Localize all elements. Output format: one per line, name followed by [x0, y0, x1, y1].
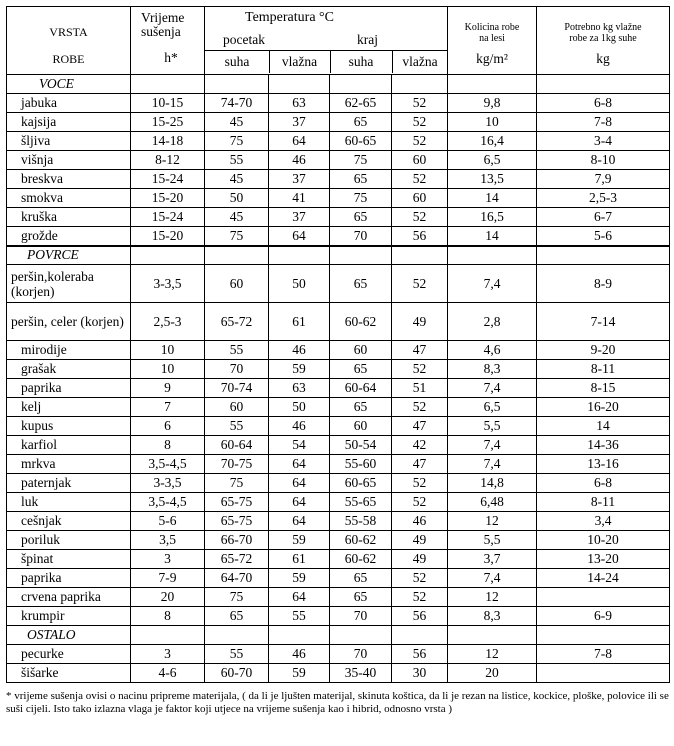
header-vrsta: VRSTA	[49, 25, 88, 39]
cell-potrebno-kg: 14-36	[537, 436, 670, 455]
cell-pocetak-vlazna: 37	[269, 170, 330, 189]
cell-kraj-vlazna: 56	[392, 645, 448, 664]
header-vlazna-2: vlažna	[402, 54, 438, 69]
cell-kraj-suha: 55-60	[330, 455, 392, 474]
cell-pocetak-suha: 64-70	[205, 569, 269, 588]
empty-cell	[448, 246, 537, 265]
table-row	[7, 664, 670, 683]
cell-kraj-suha: 60-65	[330, 132, 392, 151]
header-suha-2: suha	[348, 54, 374, 69]
header-vrsta-robe	[7, 7, 131, 75]
cell-vrsta-robe: šišarke	[7, 664, 131, 683]
cell-vrsta-robe: kelj	[7, 398, 131, 417]
cell-kraj-suha: 65	[330, 113, 392, 132]
cell-vrsta-robe: karfiol	[7, 436, 131, 455]
cell-kraj-vlazna: 30	[392, 664, 448, 683]
cell-kolicina-robe: 14,8	[448, 474, 537, 493]
table-row	[7, 436, 670, 455]
table-row	[7, 151, 670, 170]
cell-potrebno-kg	[537, 664, 670, 683]
cell-vrsta-robe: kupus	[7, 417, 131, 436]
table-row	[7, 474, 670, 493]
cell-kraj-suha: 70	[330, 645, 392, 664]
empty-cell	[269, 626, 330, 645]
cell-kraj-vlazna: 52	[392, 132, 448, 151]
cell-vrsta-robe: kruška	[7, 208, 131, 227]
cell-kolicina-robe: 6,48	[448, 493, 537, 512]
cell-kraj-vlazna: 52	[392, 265, 448, 303]
cell-potrebno-kg: 7-14	[537, 303, 670, 341]
header-potrebno-l2: robe za 1kg suhe	[569, 33, 637, 44]
cell-pocetak-suha: 50	[205, 189, 269, 208]
cell-kraj-suha: 70	[330, 227, 392, 246]
cell-potrebno-kg: 6-8	[537, 94, 670, 113]
cell-vrijeme-susenja: 4-6	[131, 664, 205, 683]
cell-potrebno-kg: 5-6	[537, 227, 670, 246]
cell-kraj-suha: 65	[330, 208, 392, 227]
header-row	[7, 7, 670, 75]
cell-vrijeme-susenja: 9	[131, 379, 205, 398]
cell-vrsta-robe: paprika	[7, 379, 131, 398]
cell-vrijeme-susenja: 15-20	[131, 227, 205, 246]
cell-kraj-suha: 70	[330, 607, 392, 626]
cell-kraj-vlazna: 49	[392, 303, 448, 341]
table-row	[7, 398, 670, 417]
empty-cell	[131, 246, 205, 265]
cell-vrijeme-susenja: 10-15	[131, 94, 205, 113]
table-row	[7, 379, 670, 398]
cell-pocetak-vlazna: 64	[269, 588, 330, 607]
cell-potrebno-kg	[537, 588, 670, 607]
cell-kraj-suha: 60-62	[330, 550, 392, 569]
cell-kraj-suha: 60-62	[330, 531, 392, 550]
footnote: * vrijeme sušenja ovisi o nacinu pripreme materijala, ( da li je ljušten materijal, skinuta koštica, da li je rezan na listice, kockice, ploške, polovice ili se suši cijeli. Isto tako izlazna vlaga je faktor koji utjece na vrijeme sušenja kao i hibrid, odnosno vrsta )	[6, 690, 669, 715]
cell-vrijeme-susenja: 8-12	[131, 151, 205, 170]
empty-cell	[392, 246, 448, 265]
empty-cell	[448, 75, 537, 94]
table-row	[7, 189, 670, 208]
cell-pocetak-vlazna: 55	[269, 607, 330, 626]
header-kolicina-l2: na lesi	[479, 33, 505, 44]
cell-vrsta-robe: pecurke	[7, 645, 131, 664]
cell-pocetak-suha: 60	[205, 265, 269, 303]
empty-cell	[205, 626, 269, 645]
header-vlazna-1: vlažna	[281, 54, 318, 69]
cell-kolicina-robe: 14	[448, 189, 537, 208]
cell-potrebno-kg: 6-7	[537, 208, 670, 227]
cell-pocetak-suha: 70-75	[205, 455, 269, 474]
cell-kolicina-robe: 7,4	[448, 436, 537, 455]
cell-pocetak-vlazna: 64	[269, 493, 330, 512]
cell-pocetak-suha: 55	[205, 341, 269, 360]
cell-pocetak-vlazna: 37	[269, 208, 330, 227]
cell-kraj-vlazna: 52	[392, 360, 448, 379]
table-row	[7, 170, 670, 189]
table-row	[7, 341, 670, 360]
cell-pocetak-vlazna: 64	[269, 455, 330, 474]
cell-kraj-suha: 55-58	[330, 512, 392, 531]
cell-pocetak-vlazna: 59	[269, 664, 330, 683]
section-title: OSTALO	[7, 626, 131, 645]
header-robe: ROBE	[52, 52, 85, 66]
cell-potrebno-kg: 3-4	[537, 132, 670, 151]
cell-pocetak-suha: 75	[205, 227, 269, 246]
header-kolicina	[448, 7, 537, 75]
cell-potrebno-kg: 14	[537, 417, 670, 436]
cell-vrsta-robe: kajsija	[7, 113, 131, 132]
cell-vrijeme-susenja: 3,5-4,5	[131, 493, 205, 512]
table-row	[7, 455, 670, 474]
cell-kraj-vlazna: 56	[392, 227, 448, 246]
cell-pocetak-vlazna: 54	[269, 436, 330, 455]
cell-potrebno-kg: 6-9	[537, 607, 670, 626]
cell-vrijeme-susenja: 8	[131, 436, 205, 455]
table-row	[7, 227, 670, 246]
cell-pocetak-vlazna: 61	[269, 550, 330, 569]
cell-pocetak-suha: 70	[205, 360, 269, 379]
cell-pocetak-suha: 65-72	[205, 550, 269, 569]
cell-pocetak-suha: 75	[205, 588, 269, 607]
cell-vrsta-robe: špinat	[7, 550, 131, 569]
empty-cell	[537, 75, 670, 94]
cell-pocetak-suha: 55	[205, 151, 269, 170]
header-pocetak: pocetak	[223, 32, 265, 47]
table-row	[7, 417, 670, 436]
cell-kraj-vlazna: 52	[392, 493, 448, 512]
section-title: VOCE	[7, 75, 131, 94]
cell-kolicina-robe: 6,5	[448, 398, 537, 417]
cell-potrebno-kg: 8-11	[537, 360, 670, 379]
cell-vrsta-robe: mrkva	[7, 455, 131, 474]
cell-kraj-vlazna: 60	[392, 189, 448, 208]
cell-kolicina-robe: 10	[448, 113, 537, 132]
table-row	[7, 132, 670, 151]
cell-kraj-vlazna: 52	[392, 113, 448, 132]
cell-vrijeme-susenja: 3	[131, 550, 205, 569]
cell-vrijeme-susenja: 2,5-3	[131, 303, 205, 341]
cell-kolicina-robe: 8,3	[448, 360, 537, 379]
header-temperatura-label: Temperatura °C	[245, 10, 334, 25]
table-row	[7, 113, 670, 132]
table-row	[7, 493, 670, 512]
cell-kraj-vlazna: 52	[392, 569, 448, 588]
cell-vrsta-robe: mirodije	[7, 341, 131, 360]
cell-vrijeme-susenja: 6	[131, 417, 205, 436]
cell-vrsta-robe: šljiva	[7, 132, 131, 151]
cell-pocetak-vlazna: 59	[269, 531, 330, 550]
cell-pocetak-vlazna: 59	[269, 360, 330, 379]
empty-cell	[330, 246, 392, 265]
cell-kolicina-robe: 9,8	[448, 94, 537, 113]
cell-vrsta-robe: poriluk	[7, 531, 131, 550]
table-row	[7, 550, 670, 569]
empty-cell	[392, 75, 448, 94]
cell-vrsta-robe: višnja	[7, 151, 131, 170]
cell-pocetak-suha: 60-70	[205, 664, 269, 683]
cell-kraj-suha: 75	[330, 189, 392, 208]
cell-kolicina-robe: 16,5	[448, 208, 537, 227]
empty-cell	[269, 75, 330, 94]
cell-kraj-vlazna: 52	[392, 474, 448, 493]
empty-cell	[448, 626, 537, 645]
cell-pocetak-vlazna: 41	[269, 189, 330, 208]
header-vrijeme-l1: Vrijeme	[141, 10, 185, 25]
cell-vrijeme-susenja: 3-3,5	[131, 474, 205, 493]
cell-pocetak-suha: 55	[205, 417, 269, 436]
cell-potrebno-kg: 7,9	[537, 170, 670, 189]
cell-vrijeme-susenja: 7-9	[131, 569, 205, 588]
cell-pocetak-vlazna: 63	[269, 379, 330, 398]
cell-pocetak-suha: 75	[205, 474, 269, 493]
cell-kraj-suha: 60-62	[330, 303, 392, 341]
empty-cell	[205, 75, 269, 94]
cell-vrijeme-susenja: 15-24	[131, 170, 205, 189]
header-potrebno	[537, 7, 670, 75]
header-suha-1: suha	[224, 54, 250, 69]
cell-pocetak-vlazna: 63	[269, 94, 330, 113]
cell-pocetak-vlazna: 46	[269, 417, 330, 436]
cell-vrijeme-susenja: 15-20	[131, 189, 205, 208]
cell-pocetak-suha: 66-70	[205, 531, 269, 550]
cell-kraj-vlazna: 52	[392, 398, 448, 417]
cell-kolicina-robe: 4,6	[448, 341, 537, 360]
cell-potrebno-kg: 3,4	[537, 512, 670, 531]
cell-pocetak-suha: 45	[205, 170, 269, 189]
cell-kolicina-robe: 7,4	[448, 569, 537, 588]
cell-vrijeme-susenja: 15-24	[131, 208, 205, 227]
table-row	[7, 265, 670, 303]
cell-potrebno-kg: 13-20	[537, 550, 670, 569]
table-row	[7, 607, 670, 626]
empty-cell	[269, 246, 330, 265]
cell-potrebno-kg: 8-11	[537, 493, 670, 512]
cell-pocetak-vlazna: 64	[269, 132, 330, 151]
cell-kolicina-robe: 8,3	[448, 607, 537, 626]
cell-vrsta-robe: peršin, celer (korjen)	[7, 303, 131, 341]
empty-cell	[131, 75, 205, 94]
cell-kolicina-robe: 7,4	[448, 379, 537, 398]
cell-potrebno-kg: 14-24	[537, 569, 670, 588]
empty-cell	[537, 246, 670, 265]
cell-pocetak-suha: 60	[205, 398, 269, 417]
cell-kraj-suha: 62-65	[330, 94, 392, 113]
cell-potrebno-kg: 2,5-3	[537, 189, 670, 208]
cell-vrijeme-susenja: 3,5	[131, 531, 205, 550]
table-row	[7, 360, 670, 379]
cell-kraj-vlazna: 47	[392, 341, 448, 360]
cell-pocetak-vlazna: 37	[269, 113, 330, 132]
table-row	[7, 569, 670, 588]
cell-kraj-vlazna: 42	[392, 436, 448, 455]
cell-kraj-vlazna: 56	[392, 607, 448, 626]
section-row	[7, 626, 670, 645]
cell-kraj-suha: 60-65	[330, 474, 392, 493]
cell-kraj-suha: 65	[330, 588, 392, 607]
empty-cell	[537, 626, 670, 645]
table-row	[7, 512, 670, 531]
cell-kraj-vlazna: 52	[392, 94, 448, 113]
cell-vrijeme-susenja: 10	[131, 341, 205, 360]
cell-pocetak-vlazna: 46	[269, 645, 330, 664]
cell-potrebno-kg: 8-10	[537, 151, 670, 170]
cell-kraj-suha: 65	[330, 360, 392, 379]
cell-pocetak-suha: 65-75	[205, 512, 269, 531]
cell-vrsta-robe: peršin,koleraba (korjen)	[7, 265, 131, 303]
cell-kolicina-robe: 6,5	[448, 151, 537, 170]
cell-pocetak-vlazna: 64	[269, 512, 330, 531]
cell-vrijeme-susenja: 3-3,5	[131, 265, 205, 303]
cell-kraj-vlazna: 52	[392, 170, 448, 189]
cell-kolicina-robe: 12	[448, 512, 537, 531]
cell-pocetak-suha: 45	[205, 208, 269, 227]
cell-potrebno-kg: 9-20	[537, 341, 670, 360]
header-kolicina-unit: kg/m²	[476, 51, 508, 66]
cell-kolicina-robe: 16,4	[448, 132, 537, 151]
cell-kolicina-robe: 7,4	[448, 265, 537, 303]
cell-vrijeme-susenja: 5-6	[131, 512, 205, 531]
cell-kraj-vlazna: 49	[392, 550, 448, 569]
cell-vrsta-robe: paprika	[7, 569, 131, 588]
cell-vrijeme-susenja: 15-25	[131, 113, 205, 132]
empty-cell	[205, 246, 269, 265]
cell-vrijeme-susenja: 14-18	[131, 132, 205, 151]
cell-kraj-suha: 65	[330, 170, 392, 189]
cell-potrebno-kg: 8-15	[537, 379, 670, 398]
cell-kolicina-robe: 7,4	[448, 455, 537, 474]
cell-potrebno-kg: 7-8	[537, 645, 670, 664]
cell-vrsta-robe: grašak	[7, 360, 131, 379]
table-row	[7, 588, 670, 607]
cell-potrebno-kg: 7-8	[537, 113, 670, 132]
cell-kraj-vlazna: 51	[392, 379, 448, 398]
cell-potrebno-kg: 13-16	[537, 455, 670, 474]
cell-pocetak-suha: 65-75	[205, 493, 269, 512]
cell-pocetak-suha: 65-72	[205, 303, 269, 341]
header-kolicina-l1: Kolicina robe	[464, 22, 520, 33]
drying-table	[6, 6, 670, 683]
cell-vrsta-robe: crvena paprika	[7, 588, 131, 607]
cell-vrsta-robe: jabuka	[7, 94, 131, 113]
cell-vrsta-robe: breskva	[7, 170, 131, 189]
table-row	[7, 303, 670, 341]
empty-cell	[330, 75, 392, 94]
cell-kolicina-robe: 5,5	[448, 531, 537, 550]
cell-pocetak-vlazna: 64	[269, 227, 330, 246]
cell-vrsta-robe: paternjak	[7, 474, 131, 493]
cell-kraj-vlazna: 60	[392, 151, 448, 170]
section-title: POVRCE	[7, 246, 131, 265]
header-potrebno-l1: Potrebno kg vlažne	[564, 22, 642, 33]
empty-cell	[392, 626, 448, 645]
cell-pocetak-suha: 74-70	[205, 94, 269, 113]
cell-vrijeme-susenja: 3,5-4,5	[131, 455, 205, 474]
header-vrijeme-unit: h*	[164, 50, 178, 65]
cell-kraj-vlazna: 52	[392, 588, 448, 607]
cell-kolicina-robe: 12	[448, 588, 537, 607]
table-row	[7, 645, 670, 664]
cell-potrebno-kg: 6-8	[537, 474, 670, 493]
section-row	[7, 246, 670, 265]
cell-pocetak-vlazna: 61	[269, 303, 330, 341]
cell-kolicina-robe: 2,8	[448, 303, 537, 341]
cell-kraj-vlazna: 47	[392, 417, 448, 436]
cell-kraj-vlazna: 52	[392, 208, 448, 227]
cell-kraj-suha: 60-64	[330, 379, 392, 398]
cell-kraj-vlazna: 49	[392, 531, 448, 550]
header-temperatura	[205, 7, 448, 75]
cell-potrebno-kg: 8-9	[537, 265, 670, 303]
empty-cell	[131, 626, 205, 645]
cell-vrsta-robe: grožde	[7, 227, 131, 246]
cell-pocetak-suha: 75	[205, 132, 269, 151]
cell-pocetak-vlazna: 50	[269, 398, 330, 417]
cell-kraj-suha: 60	[330, 417, 392, 436]
cell-vrijeme-susenja: 8	[131, 607, 205, 626]
cell-vrsta-robe: luk	[7, 493, 131, 512]
cell-vrijeme-susenja: 10	[131, 360, 205, 379]
cell-vrijeme-susenja: 7	[131, 398, 205, 417]
cell-pocetak-suha: 45	[205, 113, 269, 132]
section-row	[7, 75, 670, 94]
header-potrebno-unit: kg	[596, 51, 610, 66]
cell-pocetak-vlazna: 59	[269, 569, 330, 588]
cell-kraj-suha: 55-65	[330, 493, 392, 512]
cell-kolicina-robe: 14	[448, 227, 537, 246]
cell-kraj-suha: 75	[330, 151, 392, 170]
cell-potrebno-kg: 16-20	[537, 398, 670, 417]
cell-pocetak-suha: 55	[205, 645, 269, 664]
table-row	[7, 208, 670, 227]
cell-pocetak-suha: 60-64	[205, 436, 269, 455]
cell-pocetak-vlazna: 46	[269, 341, 330, 360]
cell-pocetak-vlazna: 64	[269, 474, 330, 493]
cell-kolicina-robe: 5,5	[448, 417, 537, 436]
header-vrijeme	[131, 7, 205, 75]
empty-cell	[330, 626, 392, 645]
cell-kolicina-robe: 13,5	[448, 170, 537, 189]
cell-pocetak-vlazna: 50	[269, 265, 330, 303]
cell-vrsta-robe: krumpir	[7, 607, 131, 626]
cell-vrijeme-susenja: 20	[131, 588, 205, 607]
cell-kraj-suha: 65	[330, 265, 392, 303]
table-row	[7, 94, 670, 113]
cell-kraj-suha: 60	[330, 341, 392, 360]
table-row	[7, 531, 670, 550]
cell-pocetak-suha: 65	[205, 607, 269, 626]
cell-kraj-vlazna: 47	[392, 455, 448, 474]
cell-pocetak-vlazna: 46	[269, 151, 330, 170]
cell-potrebno-kg: 10-20	[537, 531, 670, 550]
cell-kolicina-robe: 20	[448, 664, 537, 683]
header-vrijeme-l2: sušenja	[141, 24, 181, 39]
cell-vrsta-robe: cešnjak	[7, 512, 131, 531]
cell-pocetak-suha: 70-74	[205, 379, 269, 398]
cell-kraj-suha: 50-54	[330, 436, 392, 455]
cell-kraj-suha: 65	[330, 398, 392, 417]
cell-kraj-vlazna: 46	[392, 512, 448, 531]
header-kraj: kraj	[357, 32, 378, 47]
cell-kolicina-robe: 12	[448, 645, 537, 664]
cell-vrsta-robe: smokva	[7, 189, 131, 208]
cell-vrijeme-susenja: 3	[131, 645, 205, 664]
cell-kraj-suha: 65	[330, 569, 392, 588]
cell-kolicina-robe: 3,7	[448, 550, 537, 569]
cell-kraj-suha: 35-40	[330, 664, 392, 683]
